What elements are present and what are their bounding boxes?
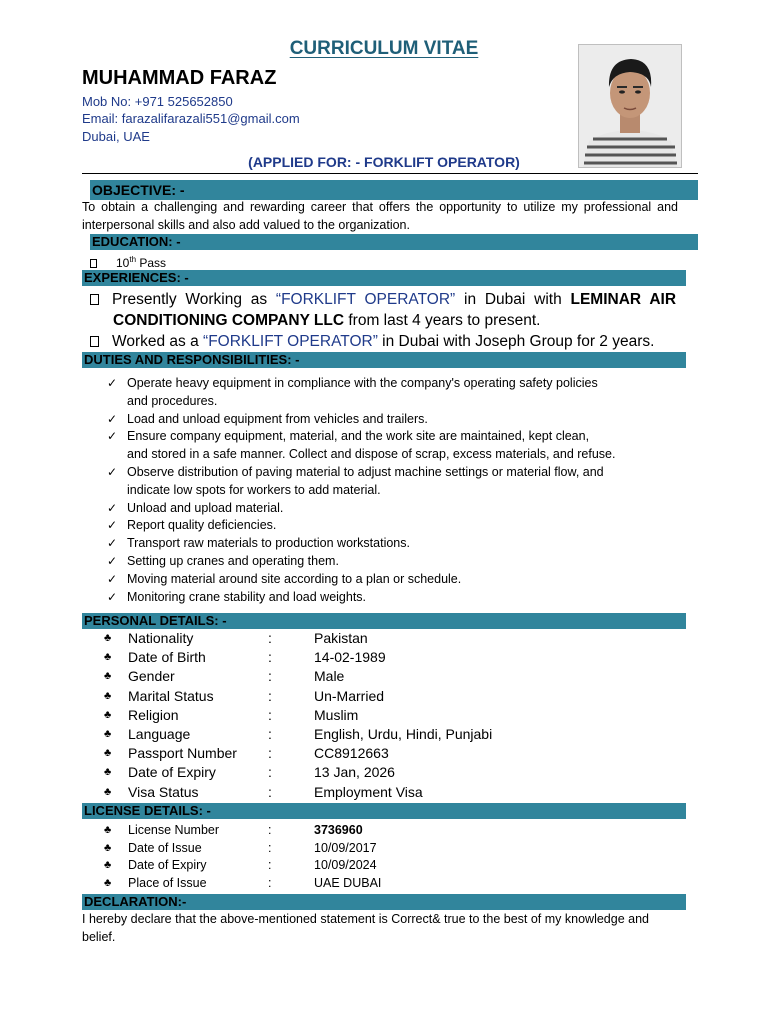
club-bullet-icon: ♣ [104, 727, 112, 740]
club-bullet-icon: ♣ [104, 708, 112, 721]
education-item: 10th Pass [90, 251, 166, 272]
detail-value: Pakistan [314, 630, 368, 646]
personal-details-list [104, 629, 664, 802]
duty-item: ✓ Transport raw materials to production workstations. [107, 535, 697, 553]
detail-colon: : [268, 783, 272, 800]
detail-colon: : [268, 706, 272, 723]
objective-heading: OBJECTIVE: - [90, 180, 698, 200]
experience-item-1-cont: CONDITIONING COMPANY LLC from last 4 years to present. [113, 312, 541, 329]
checkmark-icon: ✓ [107, 429, 118, 444]
checkmark-icon: ✓ [107, 411, 118, 426]
detail-label: Date of Birth [128, 649, 206, 666]
detail-row [104, 783, 664, 802]
club-bullet-icon: ♣ [104, 747, 112, 760]
detail-colon: : [268, 876, 272, 891]
experience-item-1: Presently Working as “FORKLIFT OPERATOR” in Dubai with LEMINAR AIR [90, 289, 676, 310]
club-bullet-icon: ♣ [104, 841, 112, 854]
detail-row [104, 725, 664, 744]
license-details-heading: LICENSE DETAILS: - [82, 803, 686, 819]
club-bullet-icon: ♣ [104, 877, 112, 890]
duty-item-cont: and stored in a safe manner. Collect and dispose of scrap, excess materials, and refuse. [127, 447, 616, 462]
detail-value: Employment Visa [314, 783, 423, 800]
duty-item: ✓ Monitoring crane stability and load weights. [107, 589, 697, 607]
checkmark-icon: ✓ [107, 464, 118, 479]
club-bullet-icon: ♣ [104, 632, 112, 644]
cv-title: CURRICULUM VITAE [289, 38, 479, 59]
club-bullet-icon: ♣ [104, 785, 112, 798]
declaration-line: belief. [82, 929, 116, 944]
detail-value: Male [314, 668, 345, 685]
detail-colon: : [268, 823, 272, 837]
detail-row [104, 629, 664, 648]
license-details-list [104, 822, 664, 893]
header-divider [82, 173, 698, 174]
experience-item-2: Worked as a “FORKLIFT OPERATOR” in Dubai with Joseph Group for 2 years. [90, 331, 654, 352]
detail-colon: : [268, 649, 272, 666]
detail-colon: : [268, 687, 272, 704]
detail-label: Religion [128, 706, 179, 723]
detail-value: 10/09/2024 [314, 858, 377, 873]
detail-row [104, 857, 664, 875]
detail-colon: : [268, 858, 272, 873]
detail-colon: : [268, 725, 272, 742]
club-bullet-icon: ♣ [104, 689, 112, 702]
declaration-line: I hereby declare that the above-mentioned statement is Correct& true to the best of my knowledge and [82, 912, 649, 926]
objective-text: To obtain a challenging and rewarding career that offers the opportunity to utilize my professional and interpersonal skills and also add valued to the organization. [82, 200, 678, 232]
detail-row [104, 763, 664, 782]
detail-colon: : [268, 764, 272, 781]
detail-label: Language [128, 725, 191, 742]
checkmark-icon: ✓ [107, 553, 118, 568]
detail-value: 10/09/2017 [314, 840, 377, 855]
personal-details-heading: PERSONAL DETAILS: - [82, 613, 686, 629]
detail-value: Un-Married [314, 687, 385, 704]
checkmark-icon: ✓ [107, 536, 118, 551]
club-bullet-icon: ♣ [104, 670, 112, 683]
detail-label: License Number [128, 823, 220, 837]
detail-label: Gender [128, 668, 175, 685]
profile-photo [578, 44, 682, 168]
detail-colon: : [268, 840, 272, 855]
detail-label: Place of Issue [128, 876, 207, 891]
experiences-heading: EXPERIENCES: - [82, 270, 686, 286]
checkbox-bullet-icon [90, 294, 99, 305]
detail-label: Date of Expiry [128, 764, 216, 781]
duty-item-cont: indicate low spots for workers to add material. [127, 482, 381, 497]
checkbox-bullet-icon [90, 259, 97, 268]
detail-row [104, 667, 664, 686]
location: Dubai, UAE [82, 129, 150, 144]
duty-item: ✓ Setting up cranes and operating them. [107, 553, 697, 571]
duty-item-cont: and procedures. [127, 393, 218, 408]
club-bullet-icon: ♣ [104, 859, 112, 872]
club-bullet-icon: ♣ [104, 824, 112, 836]
detail-value: 13 Jan, 2026 [314, 764, 395, 781]
detail-row [104, 822, 664, 840]
detail-colon: : [268, 630, 272, 646]
education-heading: EDUCATION: - [90, 234, 698, 250]
detail-colon: : [268, 745, 272, 762]
detail-value: 3736960 [314, 823, 363, 837]
detail-value: 14-02-1989 [314, 649, 386, 666]
duty-item: ✓ Moving material around site according to a plan or schedule. [107, 571, 697, 589]
checkmark-icon: ✓ [107, 589, 118, 604]
checkbox-bullet-icon [90, 336, 99, 347]
duty-item: ✓ Operate heavy equipment in compliance with the company's operating safety policies [107, 375, 697, 393]
checkmark-icon: ✓ [107, 571, 118, 586]
mobile-number: Mob No: +971 525652850 [82, 94, 233, 109]
email-address: Email: farazalifarazali551@gmail.com [82, 111, 300, 126]
duties-list [107, 375, 697, 606]
detail-value: Muslim [314, 706, 359, 723]
detail-label: Date of Expiry [128, 858, 207, 873]
checkmark-icon: ✓ [107, 500, 118, 515]
detail-row [104, 875, 664, 893]
checkmark-icon: ✓ [107, 518, 118, 533]
detail-colon: : [268, 668, 272, 685]
detail-label: Date of Issue [128, 840, 202, 855]
duty-item: ✓ Load and unload equipment from vehicles and trailers. [107, 411, 697, 429]
person-photo-icon [579, 45, 681, 167]
duties-heading: DUTIES AND RESPONSIBILITIES: - [82, 352, 686, 368]
declaration-heading: DECLARATION:- [82, 894, 686, 910]
applicant-name: MUHAMMAD FARAZ [82, 67, 277, 89]
detail-value: UAE DUBAI [314, 876, 382, 891]
club-bullet-icon: ♣ [104, 651, 112, 664]
duty-item: ✓ Report quality deficiencies. [107, 517, 697, 535]
detail-label: Passport Number [128, 745, 237, 762]
duty-item: ✓ Observe distribution of paving material to adjust machine settings or material flow, and [107, 464, 697, 482]
detail-row [104, 648, 664, 667]
applied-for: (APPLIED FOR: - FORKLIFT OPERATOR) [248, 154, 520, 170]
club-bullet-icon: ♣ [104, 766, 112, 779]
duty-item: ✓ Ensure company equipment, material, and the work site are maintained, kept clean, [107, 428, 697, 446]
detail-label: Visa Status [128, 783, 199, 800]
checkmark-icon: ✓ [107, 376, 118, 390]
detail-row [104, 840, 664, 858]
detail-row [104, 687, 664, 706]
detail-value: English, Urdu, Hindi, Punjabi [314, 725, 493, 742]
detail-value: CC8912663 [314, 745, 389, 762]
detail-row [104, 706, 664, 725]
detail-label: Marital Status [128, 687, 214, 704]
detail-row [104, 744, 664, 763]
declaration-text [82, 911, 649, 946]
detail-label: Nationality [128, 630, 194, 646]
duty-item: ✓ Unload and upload material. [107, 500, 697, 518]
